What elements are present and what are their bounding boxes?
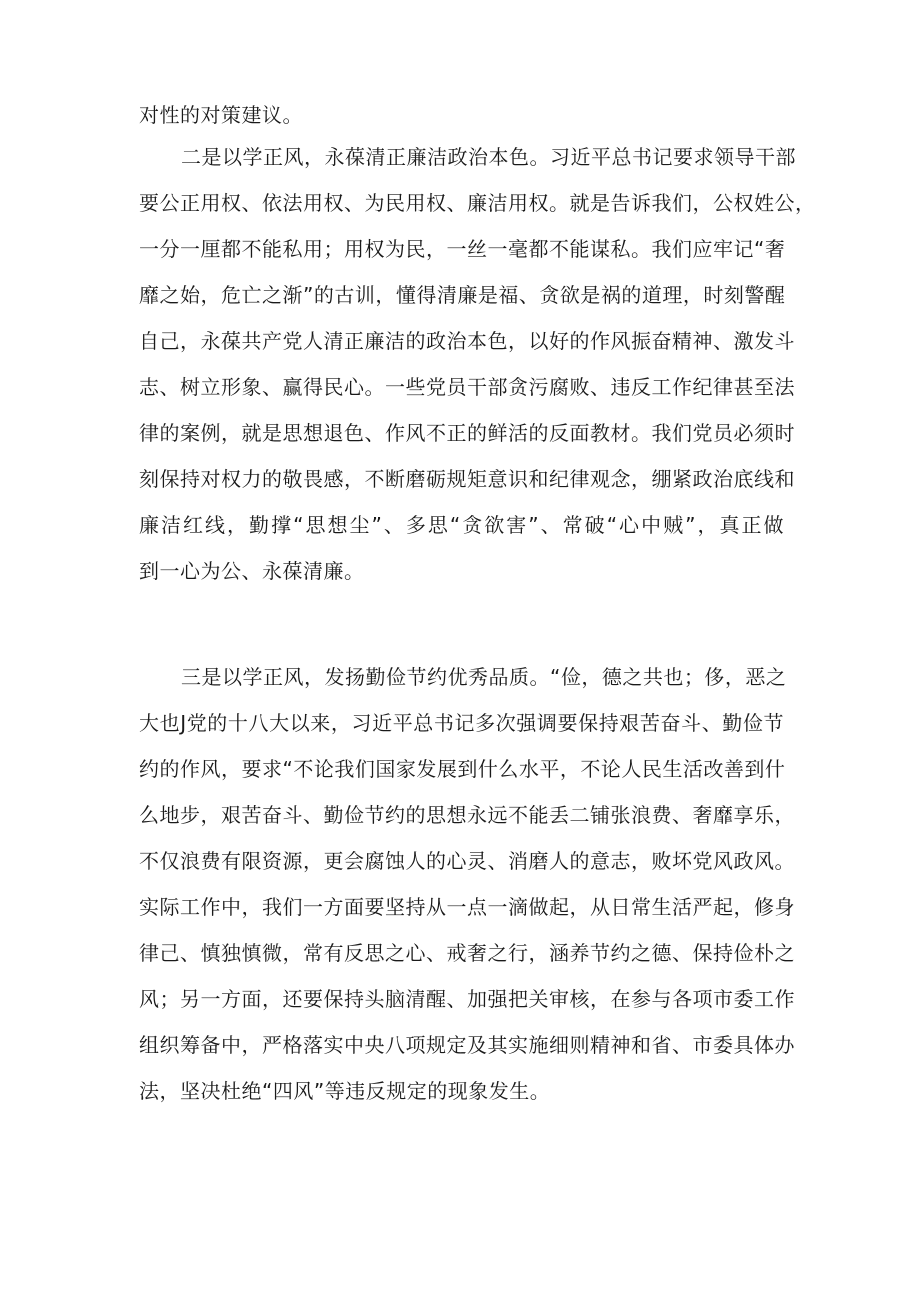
- text-line: 到一心为公、永葆清廉。: [139, 559, 365, 583]
- text-line: 法，坚决杜绝“四风”等违反规定的现象发生。: [139, 1079, 551, 1103]
- text-line: 靡之始，危亡之渐”的古训，懂得清廉是福、贪欲是祸的道理，时刻警醒: [139, 283, 786, 307]
- text-line: 二是以学正风，永葆清正廉洁政治本色。习近平总书记要求领导干部: [181, 145, 796, 169]
- paragraph-integrity: [139, 134, 816, 594]
- text-line: 实际工作中，我们一方面要坚持从一点一滴做起，从日常生活严起，修身: [139, 895, 795, 919]
- text-line: 志、树立形象、赢得民心。一些党员干部贪污腐败、违反工作纪律甚至法: [139, 375, 795, 399]
- text-line: 大也J党的十八大以来，习近平总书记多次强调要保持艰苦奋斗、勤俭节: [139, 711, 784, 735]
- text-line: 廉洁红线，勤撑“思想尘”、多思“贪欲害”、常破“心中贼”，真正做: [139, 513, 784, 537]
- text-line: 刻保持对权力的敬畏感，不断磨砺规矩意识和纪律观念，绷紧政治底线和: [139, 467, 795, 491]
- paragraph-continuation: [139, 92, 784, 138]
- text-line: 要公正用权、依法用权、为民用权、廉洁用权。就是告诉我们，公权姓公，: [139, 191, 816, 215]
- text-line: 律己、慎独慎微，常有反思之心、戒奢之行，涵养节约之德、保持俭朴之: [139, 941, 795, 965]
- text-line: 么地步，艰苦奋斗、勤俭节约的思想永远不能丢二铺张浪费、奢靡享乐，: [139, 803, 795, 827]
- text-line: 约的作风，要求“不论我们国家发展到什么水平，不论人民生活改善到什: [139, 757, 786, 781]
- text-line: 组织筹备中，严格落实中央八项规定及其实施细则精神和省、市委具体办: [139, 1033, 795, 1057]
- text-line: 三是以学正风，发扬勤俭节约优秀品质。“俭，德之共也；侈，恶之: [181, 665, 787, 689]
- paragraph-thrift: [139, 654, 795, 1114]
- text-line: 对性的对策建议。: [139, 103, 303, 127]
- text-line: 风；另一方面，还要保持头脑清醒、加强把关审核，在参与各项市委工作: [139, 987, 795, 1011]
- text-line: 律的案例，就是思想退色、作风不正的鲜活的反面教材。我们党员必须时: [139, 421, 795, 445]
- text-line: 一分一厘都不能私用；用权为民，一丝一毫都不能谋私。我们应牢记“奢: [139, 237, 786, 261]
- text-line: 不仅浪费有限资源，更会腐蚀人的心灵、消磨人的意志，败坏党风政风。: [139, 849, 795, 873]
- text-line: 自己，永葆共产党人清正廉洁的政治本色，以好的作风振奋精神、激发斗: [139, 329, 795, 353]
